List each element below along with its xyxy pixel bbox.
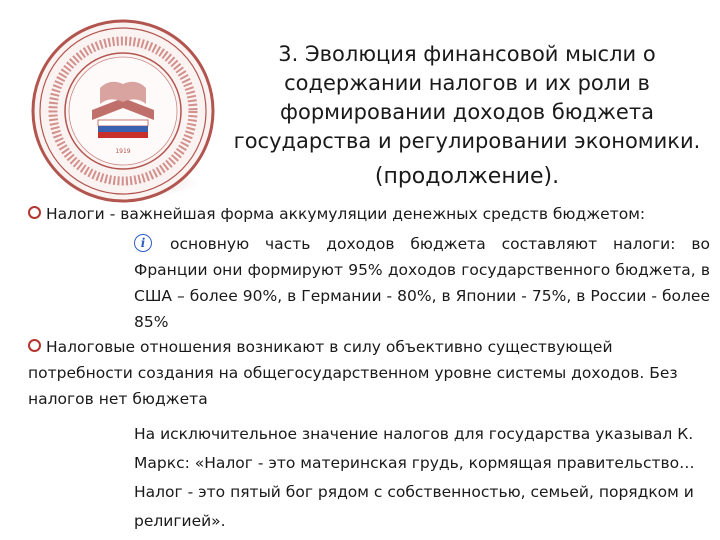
bullet-taxes-main-form: [28, 201, 708, 227]
title-line-4: государства и регулировании экономики.: [233, 129, 701, 153]
title-line-3: формировании доходов бюджета: [280, 100, 654, 124]
marx-quote: На исключительное значение налогов для государства указывал К. Маркс: «Налог - это материнская грудь, кормящая правительство… Налог - это пятый бог рядом с собственностью, семьей, порядком и религией».: [134, 425, 695, 530]
bullet1-text: Налоги - важнейшая форма аккумуляции денежных средств бюджетом:: [46, 205, 646, 223]
title-continued: (продолжение).: [374, 164, 560, 189]
title-line-2: содержании налогов и их роли в: [284, 71, 650, 95]
bullet2-rest: потребности создания на общегосударственном уровне системы доходов. Без налогов нет бюджета: [28, 364, 678, 408]
bullet1-subtext-block: [134, 231, 710, 335]
bullet2-first-line: Налоговые отношения возникают в силу объективно существующей: [46, 338, 613, 356]
bullet1-subtext: основную часть доходов бюджета составляют налоги: во Франции они формируют 95% доходов государственного бюджета, в США – более 90%, в Германии - 80%, в Японии - 75%, в России - более 85%: [134, 235, 710, 331]
ring-bullet-icon: [28, 206, 41, 219]
university-seal-logo: [30, 18, 216, 204]
bullet-tax-relations: [28, 334, 710, 412]
svg-text:1919: 1919: [115, 148, 131, 155]
ring-bullet-icon: [28, 339, 41, 352]
info-icon: i: [134, 234, 152, 252]
slide-title: [232, 40, 702, 191]
title-line-1: 3. Эволюция финансовой мысли о: [278, 42, 656, 66]
